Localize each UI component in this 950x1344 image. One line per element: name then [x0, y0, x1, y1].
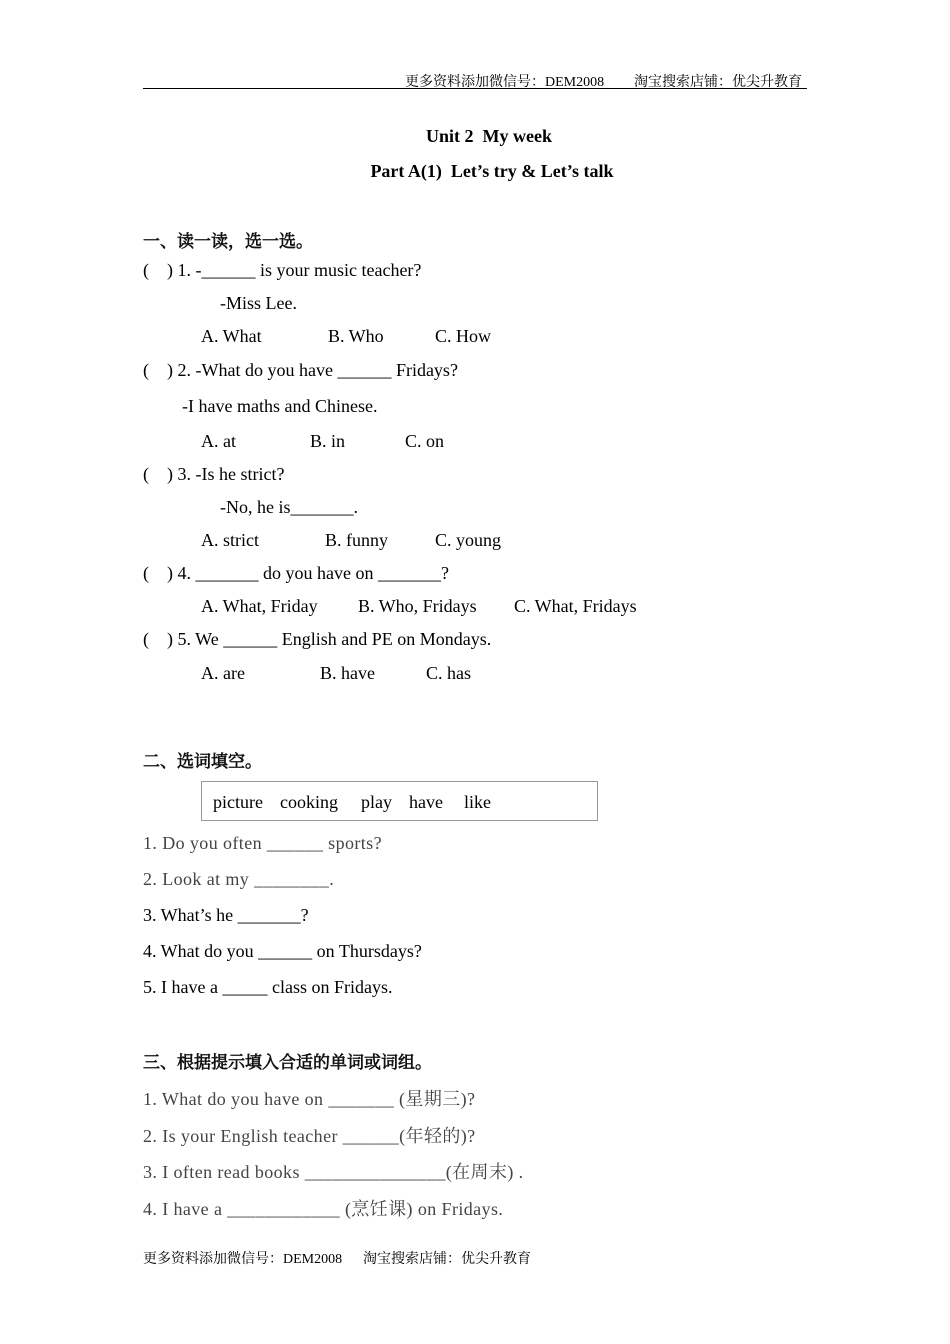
word-bank-word: play: [361, 792, 392, 812]
header-wechat: 更多资料添加微信号：DEM2008: [405, 75, 605, 90]
section1-heading: 一、读一读，选一选。: [143, 232, 313, 252]
q3-answer: -No, he is_______.: [220, 497, 358, 517]
word-bank-word: have: [409, 792, 443, 812]
s3-item-1: 1. What do you have on _______ (星期三)?: [143, 1089, 476, 1109]
q1-option-c: C. How: [435, 326, 492, 346]
q3-option-c: C. young: [435, 530, 502, 550]
s2-item-3: 3. What’s he _______?: [143, 905, 309, 925]
q4-option-c: C. What, Fridays: [514, 596, 637, 616]
header-taobao: 淘宝搜索店铺：优尖升教育: [634, 75, 802, 90]
q5-question: ( ) 5. We ______ English and PE on Mondays.: [143, 629, 492, 649]
word-bank-word: like: [464, 792, 491, 812]
q3-question: ( ) 3. -Is he strict?: [143, 464, 285, 484]
s3-item-4: 4. I have a ____________ (烹饪课) on Fridays.: [143, 1199, 504, 1219]
q4-option-b: B. Who, Fridays: [358, 596, 477, 616]
q1-option-a: A. What: [201, 326, 262, 346]
q2-option-a: A. at: [201, 431, 236, 451]
footer-wechat: 更多资料添加微信号：DEM2008: [143, 1252, 343, 1267]
q5-option-c: C. has: [426, 663, 471, 683]
q2-question: ( ) 2. -What do you have ______ Fridays?: [143, 360, 458, 380]
q2-option-c: C. on: [405, 431, 445, 451]
s2-item-4: 4. What do you ______ on Thursdays?: [143, 941, 422, 961]
section2-heading: 二、选词填空。: [143, 752, 262, 772]
s2-item-5: 5. I have a _____ class on Fridays.: [143, 977, 393, 997]
s2-item-2: 2. Look at my ________.: [143, 869, 335, 889]
part-title: Part A(1) Let’s try & Let’s talk: [370, 161, 614, 181]
footer-taobao: 淘宝搜索店铺：优尖升教育: [363, 1252, 531, 1267]
q1-answer: -Miss Lee.: [220, 293, 297, 313]
s2-item-1: 1. Do you often ______ sports?: [143, 833, 382, 853]
q3-option-b: B. funny: [325, 530, 388, 550]
unit-title: Unit 2 My week: [426, 126, 552, 146]
q3-option-a: A. strict: [201, 530, 259, 550]
q5-option-a: A. are: [201, 663, 245, 683]
word-bank-word: cooking: [280, 792, 338, 812]
q2-answer: -I have maths and Chinese.: [182, 396, 378, 416]
s3-item-2: 2. Is your English teacher ______(年轻的)?: [143, 1126, 476, 1146]
section3-heading: 三、根据提示填入合适的单词或词组。: [143, 1053, 432, 1073]
word-bank-box: [201, 781, 598, 821]
q2-option-b: B. in: [310, 431, 346, 451]
header-rule: [143, 88, 807, 89]
q1-option-b: B. Who: [328, 326, 384, 346]
q1-question: ( ) 1. -______ is your music teacher?: [143, 260, 422, 280]
word-bank-word: picture: [213, 792, 263, 812]
q4-question: ( ) 4. _______ do you have on _______?: [143, 563, 449, 583]
s3-item-3: 3. I often read books _______________(在周末) .: [143, 1162, 524, 1182]
q5-option-b: B. have: [320, 663, 375, 683]
q4-option-a: A. What, Friday: [201, 596, 318, 616]
